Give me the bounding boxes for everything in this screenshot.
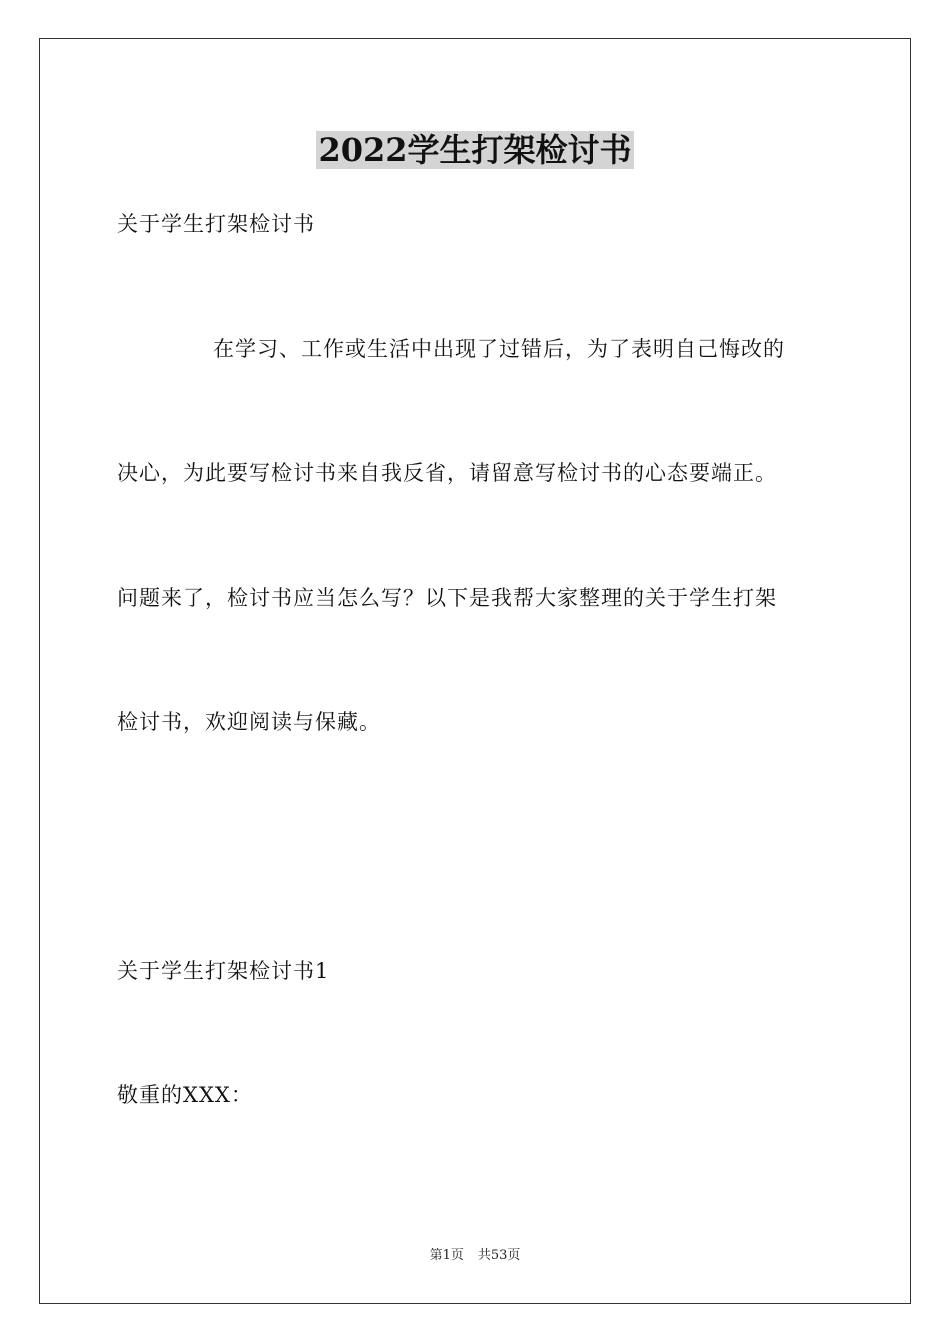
- intro-line-3: 问题来了，检讨书应当怎么写？以下是我帮大家整理的关于学生打架: [117, 586, 777, 610]
- section-heading: 关于学生打架检讨书1: [117, 959, 330, 983]
- page-number: 第1页: [429, 1248, 464, 1263]
- document-subtitle: 关于学生打架检讨书: [117, 212, 315, 236]
- document-title: [0, 128, 950, 172]
- intro-line-1: 在学习、工作或生活中出现了过错后，为了表明自己悔改的: [213, 337, 785, 361]
- page-footer: [0, 1247, 950, 1265]
- salutation: 敬重的XXX：: [117, 1083, 253, 1107]
- intro-line-2: 决心，为此要写检讨书来自我反省，请留意写检讨书的心态要端正。: [117, 461, 777, 485]
- document-title-text: 2022学生打架检讨书: [318, 131, 632, 169]
- intro-line-4: 检讨书，欢迎阅读与保藏。: [117, 710, 381, 734]
- page-total: 共53页: [477, 1248, 521, 1263]
